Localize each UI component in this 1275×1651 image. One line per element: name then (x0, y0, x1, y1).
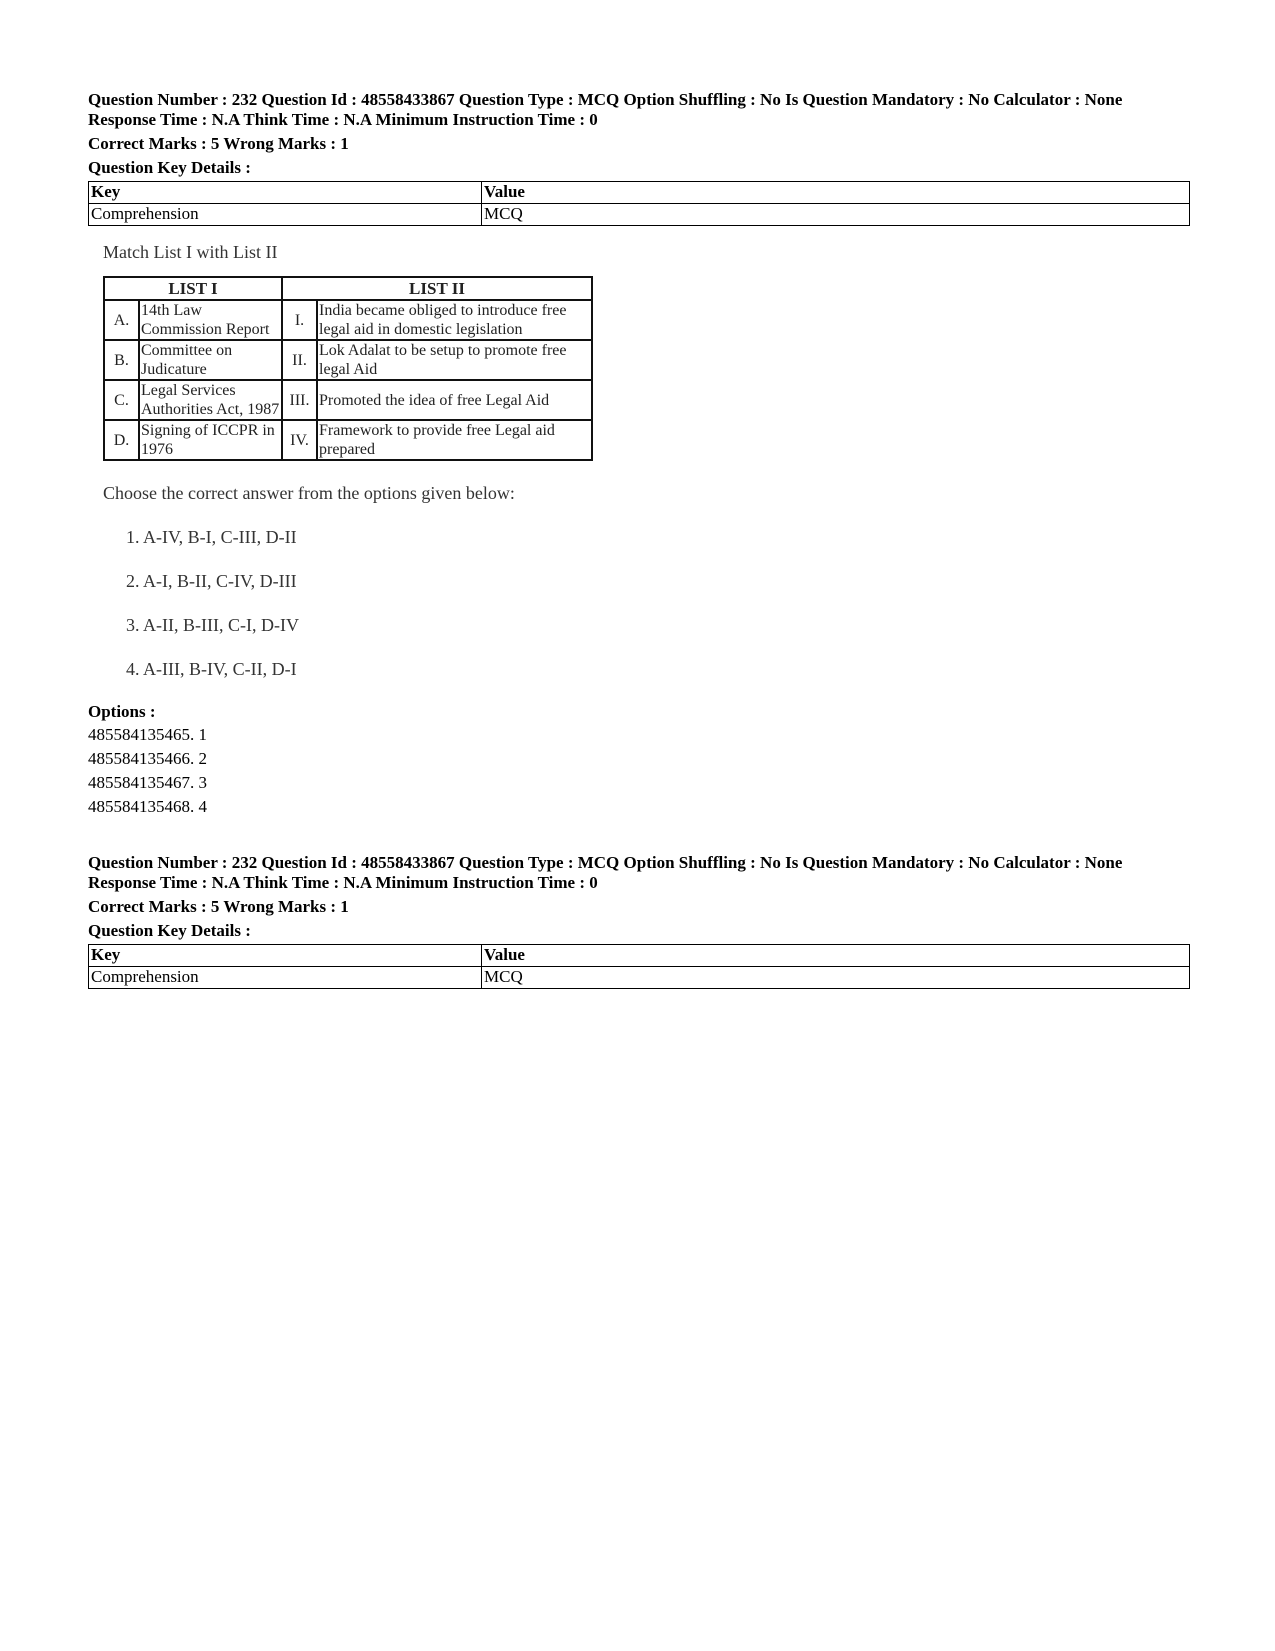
list2-text: Promoted the idea of free Legal Aid (317, 380, 592, 420)
list1-text: Legal Services Authorities Act, 1987 (139, 380, 282, 420)
list1-label: D. (104, 420, 139, 460)
key-details-header-row (89, 182, 1190, 204)
list2-label: III. (282, 380, 317, 420)
match-row (104, 380, 592, 420)
list1-text: Signing of ICCPR in 1976 (139, 420, 282, 460)
value-header: Value (482, 945, 1190, 967)
value-cell: MCQ (482, 967, 1190, 989)
match-header-row (104, 277, 592, 300)
document-page (88, 90, 1188, 989)
choose-instruction: Choose the correct answer from the options given below: (103, 483, 515, 503)
key-details-table (88, 944, 1190, 989)
key-details-table (88, 181, 1190, 226)
key-header: Key (89, 945, 482, 967)
question-meta-line2: Response Time : N.A Think Time : N.A Minimum Instruction Time : 0 (88, 110, 598, 129)
question-header (88, 90, 1188, 226)
value-header: Value (482, 182, 1190, 204)
answer-choice: 3. A-II, B-III, C-I, D-IV (126, 615, 299, 635)
key-details-label: Question Key Details : (88, 921, 251, 940)
answer-choice: 4. A-III, B-IV, C-II, D-I (126, 659, 297, 679)
key-details-label: Question Key Details : (88, 158, 251, 177)
list1-header: LIST I (104, 277, 282, 300)
key-details-header-row (89, 945, 1190, 967)
question-meta-line1: Question Number : 232 Question Id : 48558433867 Question Type : MCQ Option Shuffling : No Is Question Mandatory : No Calculator : None (88, 90, 1123, 109)
option-item: 485584135468. 4 (88, 797, 207, 816)
answer-choice: 1. A-IV, B-I, C-III, D-II (126, 527, 297, 547)
key-details-row (89, 967, 1190, 989)
marks-line: Correct Marks : 5 Wrong Marks : 1 (88, 897, 349, 916)
option-item: 485584135466. 2 (88, 749, 207, 768)
list2-label: II. (282, 340, 317, 380)
key-cell: Comprehension (89, 967, 482, 989)
key-details-row (89, 204, 1190, 226)
value-cell: MCQ (482, 204, 1190, 226)
list1-label: B. (104, 340, 139, 380)
list1-text: Committee on Judicature (139, 340, 282, 380)
list1-label: C. (104, 380, 139, 420)
second-question-header (88, 853, 1188, 989)
list1-text: 14th Law Commission Report (139, 300, 282, 340)
list2-text: Framework to provide free Legal aid prepared (317, 420, 592, 460)
answer-choice: 2. A-I, B-II, C-IV, D-III (126, 571, 297, 591)
option-item: 485584135465. 1 (88, 725, 207, 744)
list2-label: IV. (282, 420, 317, 460)
match-table (103, 276, 593, 461)
match-row (104, 340, 592, 380)
match-row (104, 300, 592, 340)
option-item: 485584135467. 3 (88, 773, 207, 792)
question-meta-line2: Response Time : N.A Think Time : N.A Minimum Instruction Time : 0 (88, 873, 598, 892)
question-title: Match List I with List II (103, 242, 278, 262)
list2-text: Lok Adalat to be setup to promote free legal Aid (317, 340, 592, 380)
list2-header: LIST II (282, 277, 592, 300)
key-header: Key (89, 182, 482, 204)
list2-text: India became obliged to introduce free legal aid in domestic legislation (317, 300, 592, 340)
question-body (103, 240, 1188, 681)
match-row (104, 420, 592, 460)
question-meta-line1: Question Number : 232 Question Id : 48558433867 Question Type : MCQ Option Shuffling : No Is Question Mandatory : No Calculator : None (88, 853, 1123, 872)
key-cell: Comprehension (89, 204, 482, 226)
options-label: Options : (88, 702, 156, 721)
list2-label: I. (282, 300, 317, 340)
list1-label: A. (104, 300, 139, 340)
marks-line: Correct Marks : 5 Wrong Marks : 1 (88, 134, 349, 153)
